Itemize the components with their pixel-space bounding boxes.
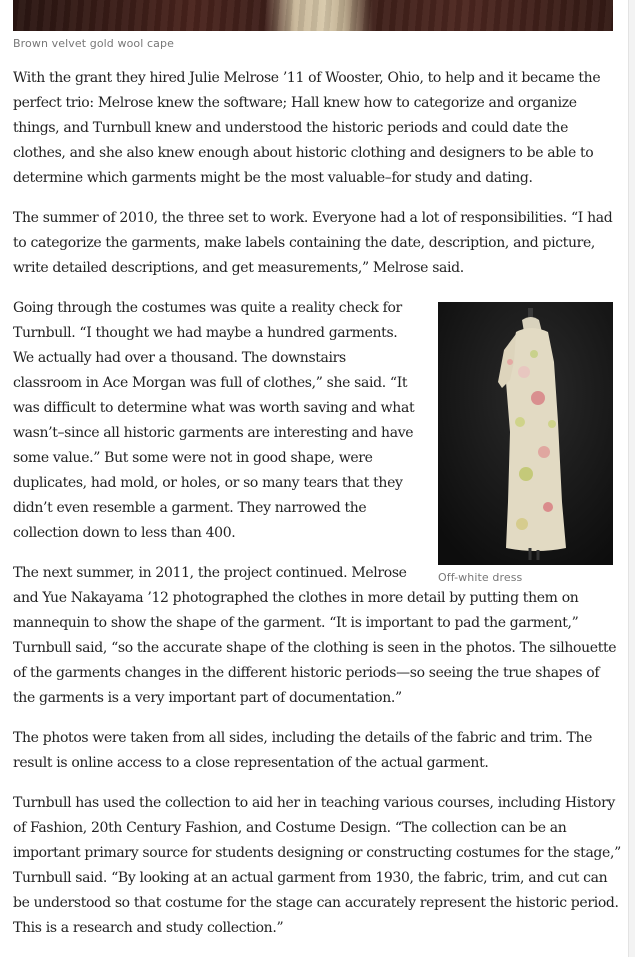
dress-photo [438,302,613,565]
paragraph-summer-2010: The summer of 2010, the three set to work. Everyone had a lot of responsibilities. “I had to categorize the garments, make labels containing the date, description, and picture, write detailed descriptions, and get measurements,” Melrose said. [13,210,613,276]
scrollbar[interactable] [628,0,635,957]
paragraph-summer-2011: The next summer, in 2011, the project continued. Melrose and Yue Nakayama ’12 photographed the clothes in more detail by putting them on mannequin to show the shape of the garment. “It is important to pad the garment,” Turnbull said, “so the accurate shape of the clothing is seen in the photos. The silhouette of the garments changes in the different historic periods—so seeing the true shapes of the garments is a very important part of documentation.” [13,565,617,706]
paragraph-photos: The photos were taken from all sides, including the details of the fabric and trim. The result is online access to a close representation of the actual garment. [13,730,593,771]
cape-photo [13,0,613,31]
dress-figure [438,302,613,584]
cape-photo-caption: Brown velvet gold wool cape [13,37,174,50]
paragraph-grant: With the grant they hired Julie Melrose ’11 of Wooster, Ohio, to help and it became the perfect trio: Melrose knew the software; Hall knew how to categorize and organize things, and Turnbull knew and understood the historic periods and could date the clothes, and she also knew enough about historic clothing and designers to be able to determine which garments might be the most valuable–for study and dating. [13,70,601,186]
dress-photo-caption: Off-white dress [438,571,523,584]
article-body [13,66,623,956]
paragraph-teaching: Turnbull has used the collection to aid her in teaching various courses, including History of Fashion, 20th Century Fashion, and Costume Design. “The collection can be an important primary source for students designing or constructing costumes for the stage,” Turnbull said. “By looking at an actual garment from 1930, the fabric, trim, and cut can be understood so that costume for the stage can accurately represent the historic period. This is a research and study collection.” [13,795,621,936]
paragraph-reality-check: Going through the costumes was quite a reality check for Turnbull. “I thought we had maybe a hundred garments. We actually had over a thousand. The downstairs classroom in Ace Morgan was full of clothes,” she said. “It was difficult to determine what was worth saving and what wasn’t–since all historic garments are interesting and have some value.” But some were not in good shape, were duplicates, had mold, or holes, or so many tears that they didn’t even resemble a garment. They narrowed the collection down to less than 400. [13,300,415,541]
